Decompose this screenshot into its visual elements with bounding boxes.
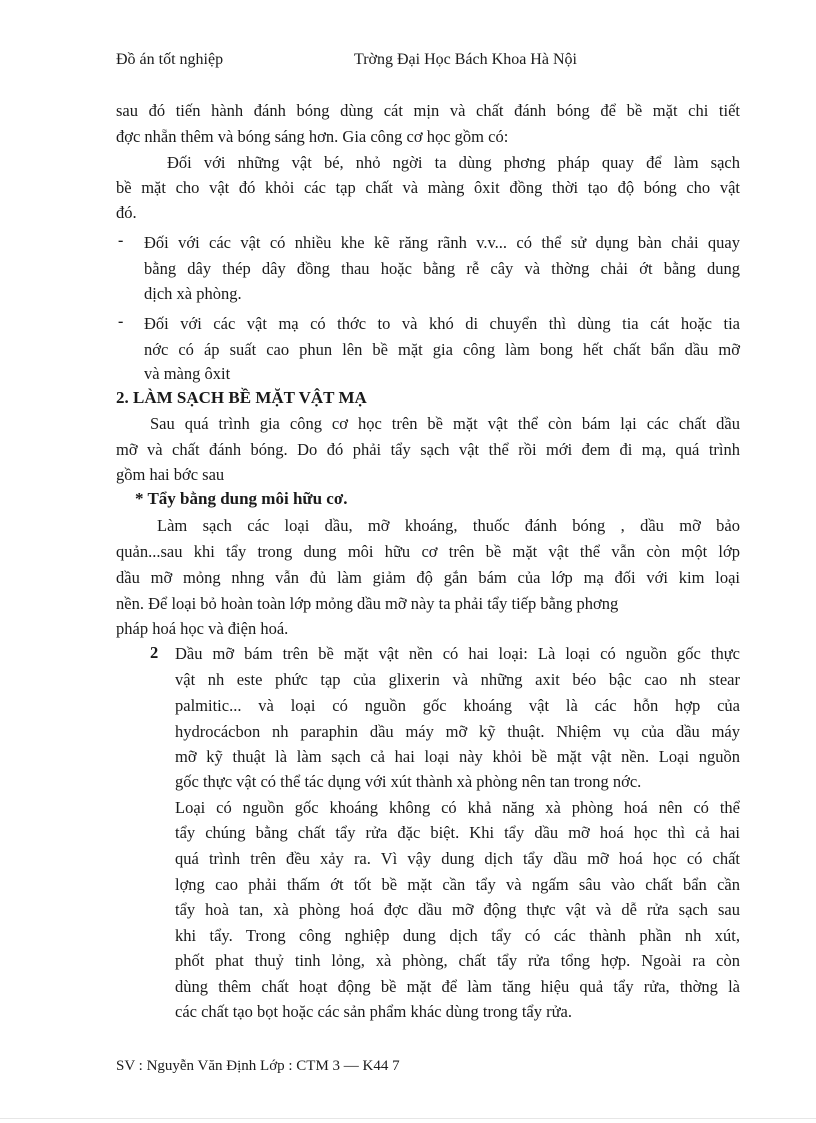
bullet-line: Đối với các vật có nhiều khe kẽ răng rãnh v.v... có thể sử dụng bàn chải quay <box>144 233 740 252</box>
numbered-line: Dầu mỡ bám trên bề mặt vật nền có hai loại: Là loại có nguồn gốc thực <box>175 644 740 663</box>
numbered-marker: 2 <box>150 643 159 662</box>
intro-line: Đối với những vật bé, nhỏ ngời ta dùng phơng pháp quay để làm sạch <box>167 153 740 172</box>
solvent-line: nền. Để loại bỏ hoàn toàn lớp mỏng dầu mỡ này ta phải tẩy tiếp bằng phơng <box>116 594 619 613</box>
bullet-line: dịch xà phòng. <box>144 284 242 303</box>
numbered-line: phốt phat thuỷ tinh lỏng, xà phòng, chất tẩy rửa tổng hợp. Ngoài ra còn <box>175 951 740 970</box>
bullet-line: và màng ôxit <box>144 364 231 383</box>
subheading: * Tẩy bằng dung môi hữu cơ. <box>135 489 348 508</box>
header-right: Trờng Đại Học Bách Khoa Hà Nội <box>354 51 577 68</box>
solvent-line: Làm sạch các loại dầu, mỡ khoáng, thuốc đánh bóng , dầu mỡ bảo <box>157 516 740 535</box>
solvent-line: pháp hoá học và điện hoá. <box>116 619 289 638</box>
numbered-line: vật nh este phức tạp của glixerin và những axit béo bậc cao nh stear <box>175 670 740 689</box>
bullet-line: nớc có áp suất cao phun lên bề mặt gia công làm bong hết chất bẩn dầu mỡ <box>144 340 740 359</box>
numbered-line: tẩy chúng bằng chất tẩy rửa đặc biệt. Khi tẩy dầu mỡ hoá học thì cả hai <box>175 823 740 842</box>
numbered-line: gốc thực vật có thể tác dụng với xút thành xà phòng nên tan trong nớc. <box>175 772 642 791</box>
intro-line: đợc nhẵn thêm và bóng sáng hơn. Gia công cơ học gồm có: <box>116 127 509 146</box>
numbered-line: dùng thêm chất hoạt động bề mặt để làm tăng hiệu quả tẩy rửa, thờng là <box>175 977 740 996</box>
section-heading: 2. LÀM SẠCH BỀ MẶT VẬT MẠ <box>116 388 367 407</box>
intro-line: đó. <box>116 203 137 222</box>
page-footer: SV : Nguyễn Văn Định Lớp : CTM 3 — K44 7 <box>116 1058 400 1074</box>
section-line: gồm hai bớc sau <box>116 465 225 484</box>
numbered-line: tẩy hoà tan, xà phòng hoá đợc dầu mỡ động thực vật và dễ rửa sạch sau <box>175 900 740 919</box>
section-line: mỡ và chất đánh bóng. Do đó phải tẩy sạch vật thể rồi mới đem đi mạ, quá trình <box>116 440 740 459</box>
numbered-line: Loại có nguồn gốc khoáng không có khả năng xà phòng hoá nên có thể <box>175 798 740 817</box>
solvent-line: dầu mỡ mỏng nhng vẫn đủ làm giảm độ gắn bám của lớp mạ đối với kim loại <box>116 568 740 587</box>
page-edge <box>0 1118 816 1119</box>
numbered-line: các chất tạo bọt hoặc các sản phẩm khác dùng trong tẩy rửa. <box>175 1002 572 1021</box>
numbered-line: hydrocácbon nh paraphin dầu máy mỡ kỹ thuật. Nhiệm vụ của dầu máy <box>175 722 740 741</box>
numbered-line: lợng cao phải thấm ớt tốt bề mặt cần tẩy và ngấm sâu vào chất bẩn cần <box>175 875 740 894</box>
numbered-line: palmitic... và loại có nguồn gốc khoáng vật là các hỗn hợp của <box>175 696 740 715</box>
numbered-line: quá trình trên đều xảy ra. Vì vậy dung dịch tẩy dầu mỡ hoá học có chất <box>175 849 740 868</box>
header-left: Đồ án tốt nghiệp <box>116 51 224 68</box>
intro-line: sau đó tiến hành đánh bóng dùng cát mịn và chất đánh bóng để bề mặt chi tiết <box>116 101 740 120</box>
bullet-line: bằng dây thép dây đồng thau hoặc bằng rễ cây và thờng chải ớt bằng dung <box>144 259 740 278</box>
numbered-line: khi tẩy. Trong công nghiệp dung dịch tẩy có các thành phần nh xút, <box>175 926 740 945</box>
bullet-marker: - <box>118 232 124 249</box>
section-line: Sau quá trình gia công cơ học trên bề mặt vật thể còn bám lại các chất dầu <box>150 414 740 433</box>
solvent-line: quản...sau khi tẩy trong dung môi hữu cơ trên bề mặt vật thể vẫn còn một lớp <box>116 542 740 561</box>
intro-line: bề mặt cho vật đó khỏi các tạp chất và màng ôxit đồng thời tạo độ bóng cho vật <box>116 178 740 197</box>
bullet-line: Đối với các vật mạ có thớc to và khó di chuyển thì dùng tia cát hoặc tia <box>144 314 740 333</box>
numbered-line: mỡ kỹ thuật là làm sạch cả hai loại này khỏi bề mặt vật nền. Loại nguồn <box>175 747 740 766</box>
bullet-marker: - <box>118 313 124 330</box>
